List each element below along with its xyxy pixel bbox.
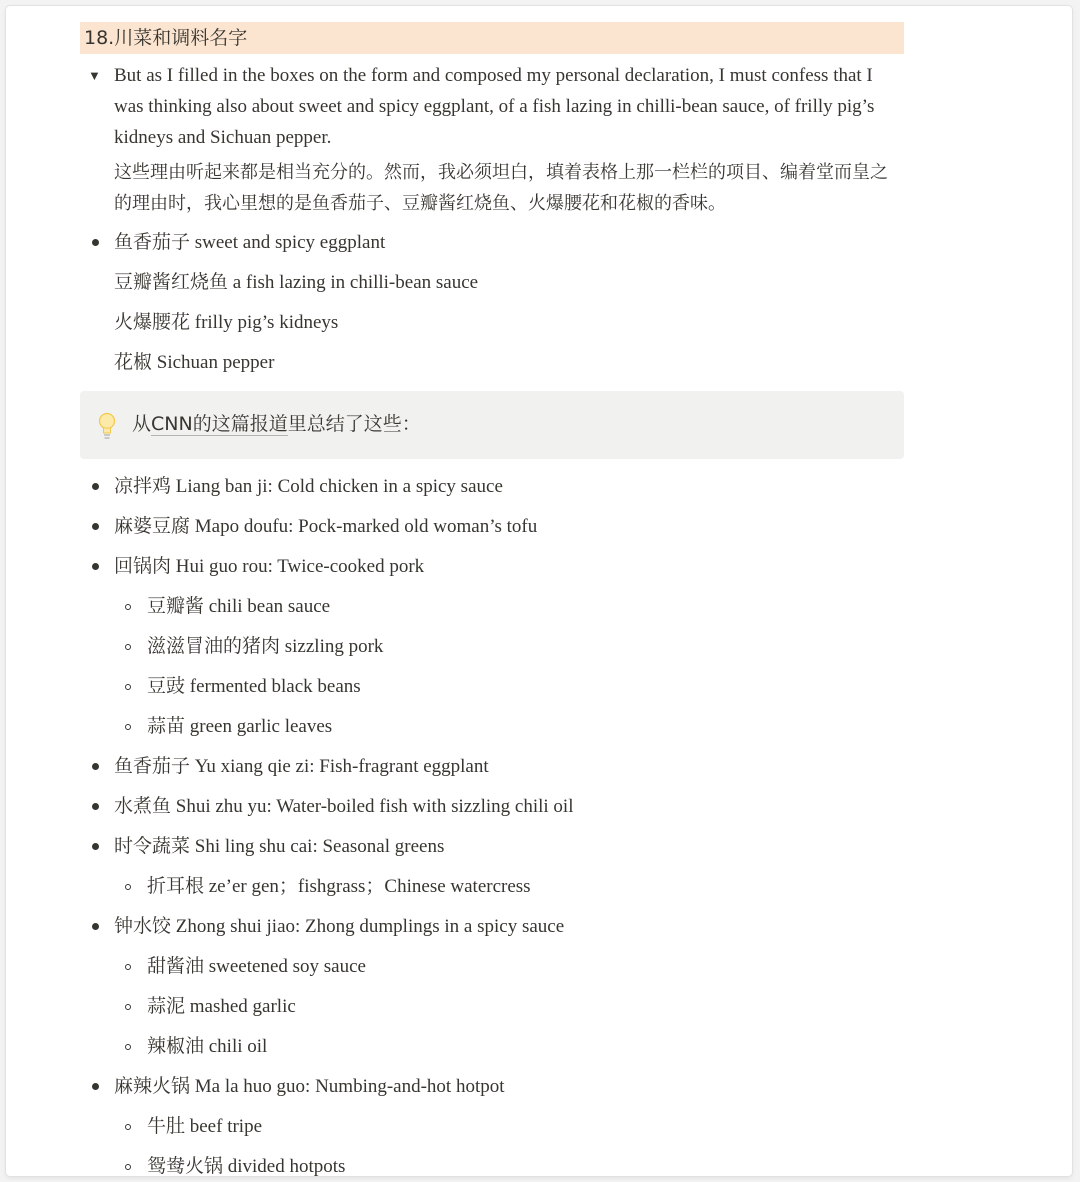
callout-text [132,391,421,457]
ingredient-text: 豆豉 fermented black beans [147,676,361,697]
ingredient-text: 折耳根 ze’er gen；fishgrass；Chinese watercress [147,876,531,897]
ingredient-item [80,1147,904,1176]
dish-item [80,1067,904,1107]
sub-bullet-icon [125,884,131,890]
ingredient-text: 蒜苗 green garlic leaves [147,716,333,737]
ingredient-text: 蒜泥 mashed garlic [147,996,296,1017]
sub-bullet-icon [125,1124,131,1130]
sub-bullet-icon [125,684,131,690]
ingredient-item [80,667,904,707]
cnn-article-link[interactable]: CNN的这篇报道 [151,413,288,435]
ingredient-text: 豆瓣酱 chili bean sauce [147,596,331,617]
dish-text: 麻辣火锅 Ma la huo guo: Numbing-and-hot hotpot [114,1076,505,1097]
ingredient-item [80,1027,904,1067]
bullet-icon [92,1083,99,1090]
ingredient-text: 牛肚 beef tripe [147,1116,263,1137]
ingredient-item [80,867,904,907]
sub-bullet-icon [125,1044,131,1050]
bullet-icon [92,239,99,246]
bullet-icon [92,483,99,490]
vocab-line: 豆瓣酱红烧鱼 a fish lazing in chilli-bean sauce [114,272,479,293]
dish-item [80,467,904,507]
toggle-block [80,60,904,153]
dish-text: 钟水饺 Zhong shui jiao: Zhong dumplings in a spicy sauce [114,916,565,937]
sub-bullet-icon [125,964,131,970]
vocab-line: 火爆腰花 frilly pig’s kidneys [114,312,339,333]
dish-item [80,747,904,787]
sub-bullet-icon [125,1164,131,1170]
dish-text: 水煮鱼 Shui zhu yu: Water-boiled fish with sizzling chili oil [114,796,574,817]
bullet-icon [92,523,99,530]
ingredient-text: 甜酱油 sweetened soy sauce [147,956,366,977]
sub-bullet-icon [125,604,131,610]
chinese-paragraph [80,153,904,223]
vocab-line: 花椒 Sichuan pepper [114,352,275,373]
ingredient-item [80,587,904,627]
ingredient-item [80,627,904,667]
ingredient-item [80,707,904,747]
vocab-text: 鱼香茄子 sweet and spicy eggplant [114,232,386,253]
dish-item [80,907,904,947]
dish-item [80,827,904,867]
ingredient-item [80,987,904,1027]
dish-text: 鱼香茄子 Yu xiang qie zi: Fish-fragrant eggplant [114,756,489,777]
callout-suffix: 里总结了这些： [287,413,421,435]
dish-text: 麻婆豆腐 Mapo doufu: Pock-marked old woman’s tofu [114,516,538,537]
callout-block [80,391,904,459]
callout-prefix: 从 [132,413,152,435]
bullet-icon [92,563,99,570]
list-item [80,223,904,263]
dish-text: 时令蔬菜 Shi ling shu cai: Seasonal greens [114,836,445,857]
sub-bullet-icon [125,1004,131,1010]
section-heading: 18.川菜和调料名字 [80,22,904,54]
dish-text: 回锅肉 Hui guo rou: Twice-cooked pork [114,556,425,577]
chinese-translation: 这些理由听起来都是相当充分的。然而，我必须坦白，填着表格上那一栏栏的项目、编着堂而皇之的理由时，我心里想的是鱼香茄子、豆瓣酱红烧鱼、火爆腰花和花椒的香味。 [114,162,888,214]
bullet-icon [92,923,99,930]
bullet-icon [92,763,99,770]
sub-bullet-icon [125,724,131,730]
dish-text: 凉拌鸡 Liang ban ji: Cold chicken in a spicy sauce [114,476,503,497]
lightbulb-icon [96,411,118,441]
dish-item [80,507,904,547]
document-content [80,22,904,1176]
ingredient-text: 滋滋冒油的猪肉 sizzling pork [147,636,384,657]
bullet-icon [92,843,99,850]
toggle-arrow-icon[interactable]: ▼ [88,68,101,83]
ingredient-text: 辣椒油 chili oil [147,1036,268,1057]
dish-item [80,787,904,827]
bullet-icon [92,803,99,810]
toggle-english-text: But as I filled in the boxes on the form and composed my personal declaration, I must confess that I was thinking also about sweet and spicy eggplant, of a fish lazing in chilli-bean sauce, of frilly pig’s kidneys and Sichuan pepper. [114,65,875,148]
page-frame [6,6,1072,1176]
dish-item [80,547,904,587]
ingredient-item [80,947,904,987]
ingredient-text: 鸳鸯火锅 divided hotpots [147,1156,346,1176]
sub-bullet-icon [125,644,131,650]
ingredient-item [80,1107,904,1147]
dish-list [80,467,904,1176]
